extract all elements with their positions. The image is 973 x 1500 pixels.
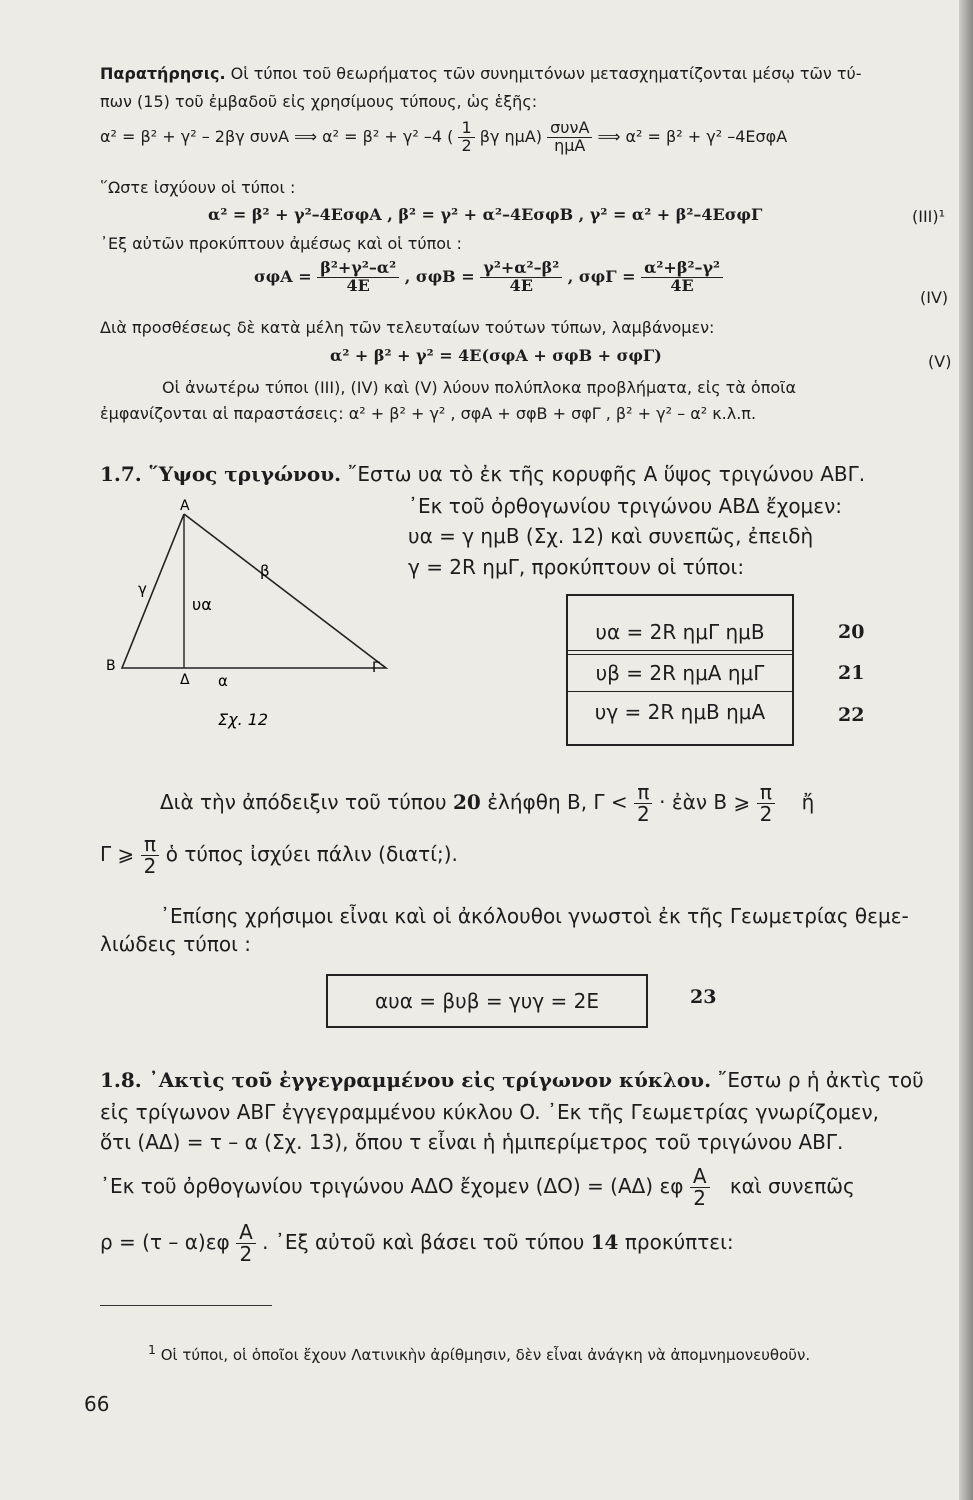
label-IV: (IV) <box>920 288 949 307</box>
equation-1 <box>100 120 787 155</box>
side-label-beta: β <box>260 562 270 580</box>
section-17-line-4: γ = 2R ημΓ, προκύπτουν οἱ τύποι: <box>408 555 745 579</box>
formula-20: υα = 2R ημΓ ημB <box>568 614 792 651</box>
remark-line-2: πων (15) τοῦ ἐμβαδοῦ εἰς χρησίμους τύπους, ὡς ἑξῆς: <box>100 92 538 111</box>
label-III: (III)¹ <box>912 207 946 226</box>
formula-22: υγ = 2R ημB ημA <box>594 700 766 724</box>
eq1-left: α² = β² + γ² – 2βγ συνA ⟹ α² = β² + γ² –4 ( <box>100 126 454 146</box>
formula-number-23: 23 <box>690 986 717 1008</box>
vertex-label-B: B <box>106 658 116 674</box>
formula-number-22: 22 <box>838 704 865 726</box>
vertex-label-G: Γ <box>372 660 380 676</box>
proof-line-1: Διὰ τὴν ἀπόδειξιν τοῦ τύπου 20 ἐλήφθη B, Γ < $\frac{\pi}{2}$ · ἐὰν B ⩾ $\frac{\pi}{2}$ ἤ <box>160 780 815 826</box>
also-line-1: ᾿Επίσης χρήσιμοι εἶναι καὶ οἱ ἀκόλουθοι γνωστοὶ ἐκ τῆς Γεωμετρίας θεμε- <box>160 904 909 928</box>
section-18-line-1: 1.8. ᾿Ακτὶς τοῦ ἐγγεγραμμένου εἰς τρίγωνον κύκλου. ῎Εστω ρ ἡ ἀκτὶς τοῦ <box>100 1068 924 1092</box>
remark-text-1: Οἱ τύποι τοῦ θεωρήματος τῶν συνημιτόνων μετασχηματίζονται μέσῳ τῶν τύ- <box>230 64 862 83</box>
proof-formula-ref: 20 <box>453 790 481 814</box>
vertex-label-D: Δ <box>180 672 190 688</box>
side-label-alpha: α <box>218 672 228 690</box>
formula-number-20: 20 <box>838 621 865 643</box>
eq1-fraction-cos-sin: $\frac{\text{συνA}}{\text{ημA}}$ <box>547 120 592 155</box>
section-17-text-1: ῎Εστω υα τὸ ἐκ τῆς κορυφῆς A ὕψος τριγώνου ABΓ. <box>347 462 866 486</box>
vertex-label-A: A <box>180 498 190 514</box>
eq1-mid: βγ ημA) <box>479 126 543 146</box>
label-V: (V) <box>928 352 952 371</box>
side-label-gamma: γ <box>138 580 147 598</box>
section-18-line-2: εἰς τρίγωνον ABΓ ἐγγεγραμμένου κύκλου O. ᾿Εκ τῆς Γεωμετρίας γνωρίζομεν, <box>100 1100 880 1124</box>
para-1: Οἱ ἀνωτέρω τύποι (III), (IV) καὶ (V) λύουν πολύπλοκα προβλήματα, εἰς τὰ ὁποῖα <box>162 378 797 397</box>
from-text: ᾿Εξ αὐτῶν προκύπτουν ἀμέσως καὶ οἱ τύποι : <box>100 234 462 253</box>
page-edge-shadow <box>959 0 973 1500</box>
formula-23: αυα = βυβ = γυγ = 2E <box>374 989 600 1013</box>
figure-12 <box>100 498 400 738</box>
footnote <box>148 1342 810 1364</box>
section-17-line-2: ᾿Εκ τοῦ ὀρθογωνίου τριγώνου ABΔ ἔχομεν: <box>408 494 842 518</box>
section-17-title: 1.7. ῞Υψος τριγώνου. <box>100 462 342 486</box>
section-17-line-1 <box>100 462 865 486</box>
also-line-2: λιώδεις τύποι : <box>100 932 252 956</box>
altitude-label-ua: υα <box>192 595 212 614</box>
figure-12-caption: Σχ. 12 <box>218 710 269 729</box>
page-number: 66 <box>84 1392 110 1416</box>
add-text: Διὰ προσθέσεως δὲ κατὰ μέλη τῶν τελευταίων τούτων τύπων, λαμβάνομεν: <box>100 318 715 337</box>
section-18-title: 1.8. ᾿Ακτὶς τοῦ ἐγγεγραμμένου εἰς τρίγωνον κύκλου. <box>100 1068 712 1092</box>
section-18-line-4: ᾿Εκ τοῦ ὀρθογωνίου τριγώνου AΔO ἔχομεν (ΔO) = (AΔ) εφ $\frac{A}{2}$ καὶ συνεπῶς <box>100 1164 855 1210</box>
formula-23-box <box>326 974 648 1028</box>
footnote-text: Οἱ τύποι, οἱ ὁποῖοι ἔχουν Λατινικὴν ἀρίθμησιν, δὲν εἶναι ἀνάγκη νὰ ἀπομνημονευθοῦν. <box>160 1346 811 1364</box>
eq1-right: ⟹ α² = β² + γ² –4EσφA <box>597 126 788 146</box>
section-18-line-3: ὅτι (AΔ) = τ – α (Σχ. 13), ὅπου τ εἶναι ἡ ἡμιπερίμετρος τοῦ τριγώνου ABΓ. <box>100 1130 844 1154</box>
remark-line-1 <box>100 64 862 83</box>
so-text: ῞Ωστε ἰσχύουν οἱ τύποι : <box>100 178 296 197</box>
formulas-box <box>566 594 794 746</box>
proof-line-2: Γ ⩾ $\frac{\pi}{2}$ ὁ τύπος ἰσχύει πάλιν (διατί;). <box>100 832 458 878</box>
eq1-fraction-half: $\frac{1}{2}$ <box>458 120 474 155</box>
remark-label: Παρατήρησις. <box>100 64 226 83</box>
equation-IV: σφA = $\frac{\text{β²+γ²–α²}}{4E}$ , σφB = $\frac{\text{γ²+α²–β²}}{4E}$ , σφΓ = $\frac{\text{α²+β²–γ²}}{4E}$ <box>254 260 723 295</box>
section-17-line-3: υα = γ ημB (Σχ. 12) καὶ συνεπῶς, ἐπειδὴ <box>408 524 814 548</box>
footnote-mark: 1 <box>148 1342 156 1357</box>
triangle-abg <box>122 514 386 668</box>
formula-21: υβ = 2R ημA ημΓ <box>568 654 792 692</box>
equation-V: α² + β² + γ² = 4E(σφA + σφB + σφΓ) <box>330 346 662 365</box>
formula-number-21: 21 <box>838 662 865 684</box>
equation-III: α² = β² + γ²–4EσφA , β² = γ² + α²–4EσφB , γ² = α² + β²–4EσφΓ <box>208 205 763 224</box>
footnote-rule <box>100 1305 272 1306</box>
para-2: ἐμφανίζονται αἱ παραστάσεις: α² + β² + γ² , σφA + σφB + σφΓ , β² + γ² – α² κ.λ.π. <box>100 404 757 423</box>
section-18-line-5: ρ = (τ – α)εφ $\frac{A}{2}$ . ᾿Εξ αὐτοῦ καὶ βάσει τοῦ τύπου 14 προκύπτει: <box>100 1220 734 1266</box>
